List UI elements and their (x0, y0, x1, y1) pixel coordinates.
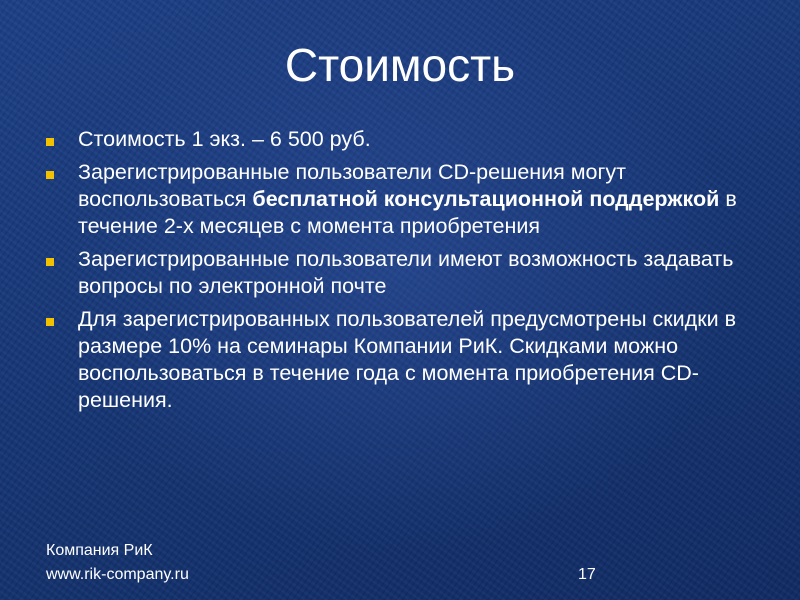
bullet-item-price (40, 126, 760, 153)
bullet-text: Для зарегистрированных пользователей предусмотрены скидки в размере 10% на семинары Компании РиК. Скидками можно воспользоваться в течение года с момента приобретения CD-решения. (78, 307, 737, 412)
footer-website: www.rik-company.ru (46, 566, 189, 583)
bullet-text-end: в течение 2-х месяцев с момента приобретения (78, 187, 737, 238)
bullet-square-icon (46, 318, 54, 326)
bullet-text: Стоимость 1 экз. – 6 500 руб. (78, 127, 371, 151)
bullet-text: Зарегистрированные пользователи имеют возможность задавать вопросы по электронной почте (78, 247, 734, 298)
bullet-item-email (40, 246, 760, 300)
bullet-text-start: Зарегистрированные пользователи CD-решения могут воспользоваться (78, 160, 626, 211)
footer (46, 539, 189, 587)
page-number: 17 (578, 566, 596, 583)
bullet-text-emphasis: бесплатной консультационной поддержкой (252, 187, 720, 211)
bullet-item-discount (40, 306, 760, 414)
bullet-square-icon (46, 138, 54, 146)
footer-company: Компания РиК (46, 542, 153, 559)
slide-title: Стоимость (284, 39, 516, 91)
bullet-list (40, 126, 760, 420)
bullet-square-icon (46, 171, 54, 179)
bullet-item-support (40, 159, 760, 240)
bullet-square-icon (46, 258, 54, 266)
